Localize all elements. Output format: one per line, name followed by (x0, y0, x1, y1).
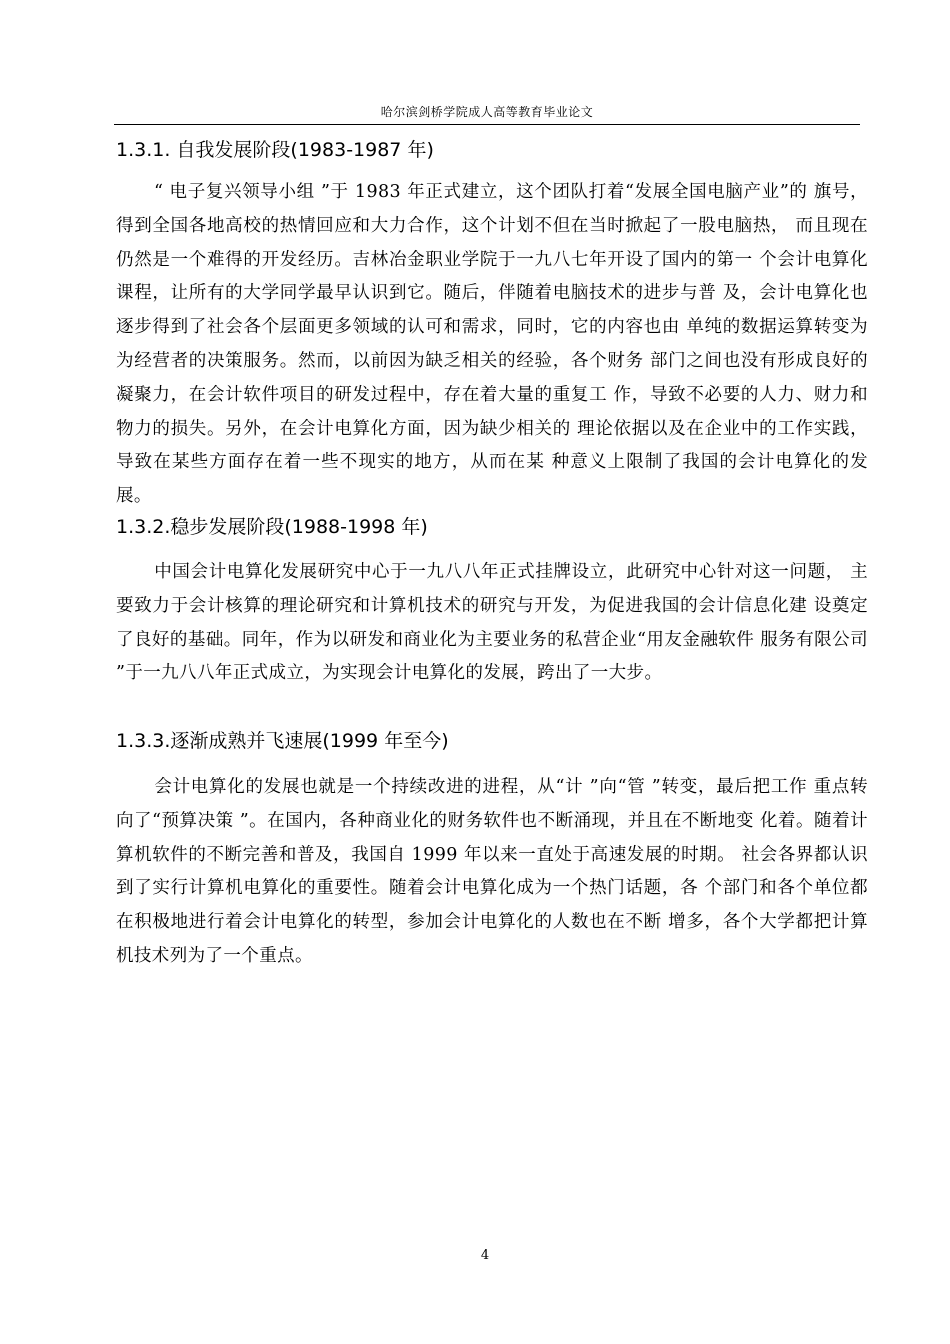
section-paragraph-1-3-2 (116, 556, 868, 691)
paragraph-text: 中国会计电算化发展研究中心于一九八八年正式挂牌设立，此研究中心针对这一问题， 主要致力于会计核算的理论研究和计算机技术的研究与开发，为促进我国的会计信息化建 设奠定了良好的基础。同年，作为以研发和商业化为主要业务的私营企业“用友金融软件 服务有限公司 ”于一九八八年正式成立，为实现会计电算化的发展，跨出了一大步。 (116, 562, 868, 684)
page-number: 4 (480, 1248, 490, 1263)
section-heading-1-3-3: 1.3.3.逐渐成熟并飞速展(1999 年至今) (116, 730, 449, 752)
header-divider (114, 124, 860, 125)
section-heading-1-3-1: 1.3.1. 自我发展阶段(1983-1987 年) (116, 139, 434, 161)
paragraph-text: 会计电算化的发展也就是一个持续改进的进程，从“计 ”向“管 ”转变，最后把工作 重点转向了“预算决策 ”。在国内，各种商业化的财务软件也不断涌现，并且在不断地变 化着。随着计算机软件的不断完善和普及，我国自 1999 年以来一直处于高速发展的时期。 社会各界都认识到了实行计算机电算化的重要性。随着会计电算化成为一个热门话题，各 个部门和各个单位都在积极地进行着会计电算化的转型，参加会计电算化的人数也在不断 增多，各个大学都把计算机技术列为了一个重点。 (116, 777, 868, 966)
section-paragraph-1-3-3 (116, 771, 868, 974)
section-heading-1-3-2: 1.3.2.稳步发展阶段(1988-1998 年) (116, 516, 428, 538)
paragraph-text: “ 电子复兴领导小组 ”于 1983 年正式建立，这个团队打着“发展全国电脑产业”的 旗号，得到全国各地高校的热情回应和大力合作，这个计划不但在当时掀起了一股电脑热， 而且现在仍然是一个难得的开发经历。吉林冶金职业学院于一九八七年开设了国内的第一 个会计电算化课程，让所有的大学同学最早认识到它。随后，伴随着电脑技术的进步与普 及，会计电算化也逐步得到了社会各个层面更多领域的认可和需求，同时，它的内容也由 单纯的数据运算转变为为经营者的决策服务。然而，以前因为缺乏相关的经验，各个财务 部门之间也没有形成良好的凝聚力，在会计软件项目的研发过程中，存在着大量的重复工 作，导致不必要的人力、财力和物力的损失。另外，在会计电算化方面，因为缺少相关的 理论依据以及在企业中的工作实践，导致在某些方面存在着一些不现实的地方，从而在某 种意义上限制了我国的会计电算化的发展。 (116, 182, 868, 507)
page-header-title: 哈尔滨剑桥学院成人高等教育毕业论文 (380, 105, 594, 119)
section-paragraph-1-3-1 (116, 176, 868, 514)
